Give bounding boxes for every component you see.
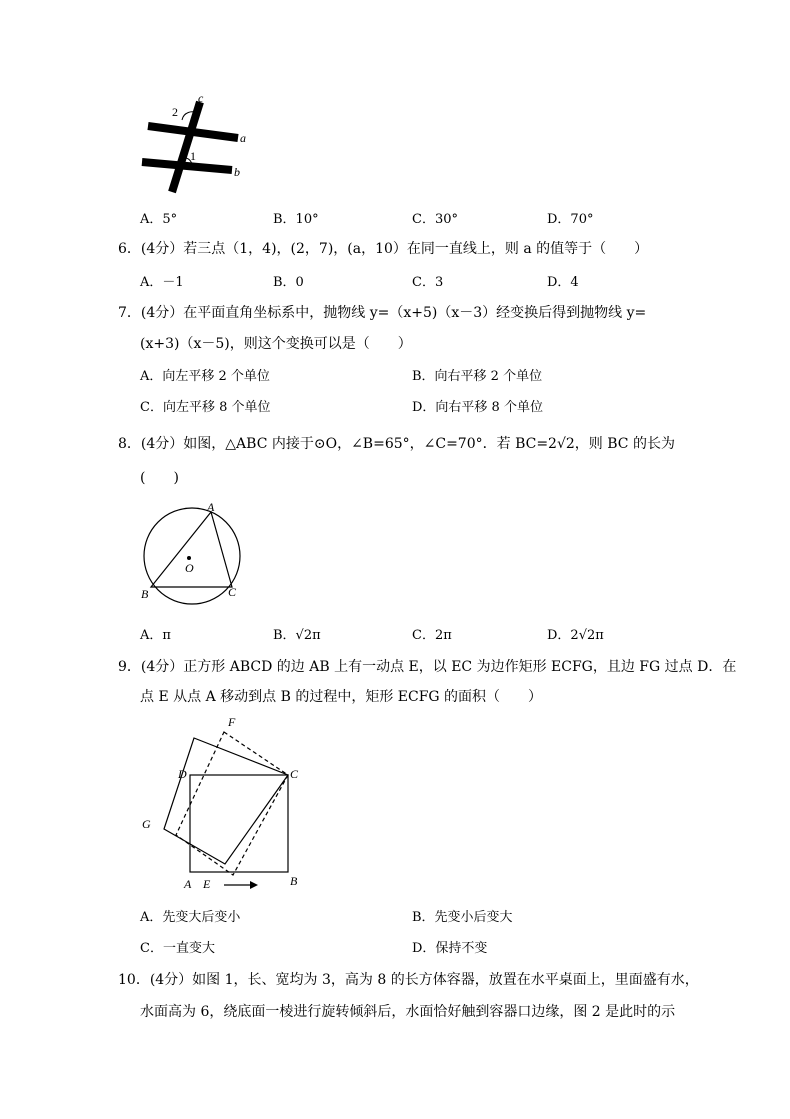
q5-option-a[interactable]: A．5°	[140, 212, 178, 227]
q9-option-c[interactable]: C．一直变大	[140, 941, 215, 956]
label-b: B	[290, 874, 298, 888]
label-b: b	[234, 165, 240, 179]
q5-option-c[interactable]: C．30°	[412, 212, 458, 227]
label-d: D	[178, 767, 187, 781]
square-abcd	[190, 775, 288, 872]
square-rectangle-figure	[138, 712, 318, 892]
q6-option-c[interactable]: C．3	[412, 275, 444, 290]
label-a: A	[207, 500, 215, 514]
q7-option-b[interactable]: B．向右平移 2 个单位	[412, 369, 543, 384]
q8-stem-line2: ( )	[140, 470, 179, 486]
label-angle-2: 2	[172, 105, 178, 119]
q8-option-b[interactable]: B．√2π	[273, 628, 321, 643]
q7-option-c[interactable]: C．向左平移 8 个单位	[140, 400, 271, 415]
line-b	[142, 162, 232, 170]
q7-option-a[interactable]: A．向左平移 2 个单位	[140, 369, 270, 384]
label-a: A	[184, 877, 192, 891]
q8-stem-line1: 8．(4分）如图，△ABC 内接于⊙O，∠B=65°，∠C=70°．若 BC=2√2，则 BC 的长为	[118, 436, 675, 452]
label-o: O	[185, 561, 194, 575]
q7-stem-line1: 7．(4分）在平面直角坐标系中，抛物线 y=（x+5)（x－3）经变换后得到抛物线 y=	[118, 305, 647, 321]
q9-stem-line2: 点 E 从点 A 移动到点 B 的过程中，矩形 ECFG 的面积（ ）	[140, 689, 543, 705]
circle-o	[144, 508, 240, 604]
parallel-lines-figure	[140, 90, 270, 200]
q6-option-b[interactable]: B．0	[273, 275, 304, 290]
q6-stem: 6．(4分）若三点（1，4)，(2，7)，(a，10）在同一直线上，则 a 的值等于（ ）	[118, 241, 649, 257]
q8-option-d[interactable]: D．2√2π	[547, 628, 604, 643]
q6-option-a[interactable]: A．－1	[140, 275, 184, 290]
q9-option-b[interactable]: B．先变小后变大	[412, 910, 513, 925]
q10-stem-line2: 水面高为 6，绕底面一棱进行旋转倾斜后，水面恰好触到容器口边缘，图 2 是此时的示	[140, 1004, 676, 1020]
label-f: F	[228, 715, 236, 729]
triangle-abc	[151, 512, 232, 587]
q9-stem-line1: 9．(4分）正方形 ABCD 的边 AB 上有一动点 E，以 EC 为边作矩形 ECFG，且边 FG 过点 D．在	[118, 659, 737, 675]
label-c: C	[228, 585, 237, 599]
q9-option-a[interactable]: A．先变大后变小	[140, 910, 241, 925]
center-point	[187, 556, 191, 560]
label-a: a	[240, 131, 246, 145]
label-e: E	[203, 877, 211, 891]
label-angle-1: 1	[190, 149, 196, 163]
label-g: G	[142, 817, 151, 831]
q5-option-d[interactable]: D．70°	[547, 212, 594, 227]
rectangle-solid	[164, 738, 288, 864]
q10-stem-line1: 10．(4分）如图 1，长、宽均为 3，高为 8 的长方体容器，放置在水平桌面上，里面盛有水，	[118, 972, 699, 988]
q7-option-d[interactable]: D．向右平移 8 个单位	[412, 400, 543, 415]
q8-option-a[interactable]: A．π	[140, 628, 171, 643]
q6-option-d[interactable]: D．4	[547, 275, 579, 290]
label-b: B	[141, 587, 149, 601]
q9-option-d[interactable]: D．保持不变	[412, 941, 488, 956]
q8-option-c[interactable]: C．2π	[412, 628, 452, 643]
inscribed-triangle-figure	[135, 500, 255, 610]
label-c: C	[290, 767, 299, 781]
arrow-head	[250, 881, 258, 889]
label-c: c	[198, 91, 204, 105]
q7-stem-line2: (x+3)（x－5)，则这个变换可以是（ ）	[140, 336, 412, 352]
q5-option-b[interactable]: B．10°	[273, 212, 319, 227]
